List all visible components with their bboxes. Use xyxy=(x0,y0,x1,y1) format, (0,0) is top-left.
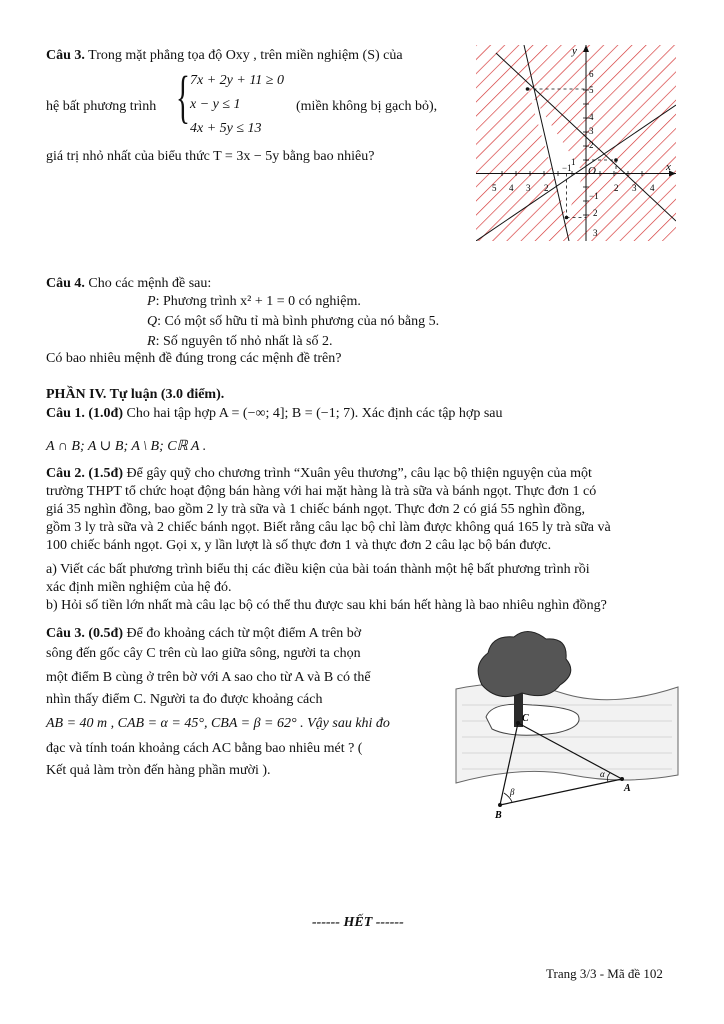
c1-text: Cho hai tập hợp A = (−∞; 4]; B = (−1; 7). Xác định các tập hợp sau xyxy=(126,406,503,421)
q4-p xyxy=(147,293,361,310)
q3-ineq2: x − y ≤ 1 xyxy=(190,97,241,112)
c3-line1 xyxy=(46,625,361,642)
c3-line5: AB = 40 m , CAB = α = 45°, CBA = β = 62° . Vậy sau khi đo xyxy=(46,716,390,731)
x-tick: 2 xyxy=(614,183,619,193)
end-mark: ------ HẾT ------ xyxy=(312,915,404,930)
x-tick: 4 xyxy=(650,183,655,193)
q3-ineq1: 7x + 2y + 11 ≥ 0 xyxy=(190,73,284,88)
tree xyxy=(478,631,571,696)
q4-label: Câu 4. xyxy=(46,276,85,291)
c3-text: Để đo khoảng cách từ một điểm A trên bờ xyxy=(126,626,362,641)
c3-line7: Kết quả làm tròn đến hàng phần mười ). xyxy=(46,763,271,778)
angle-beta-label: β xyxy=(510,787,515,797)
c1-label: Câu 1. (1.0đ) xyxy=(46,406,124,421)
y-tick: −1 xyxy=(589,191,599,201)
c2-a2: xác định miền nghiệm của hệ đó. xyxy=(46,580,232,595)
q3-system-label: hệ bất phương trình xyxy=(46,99,157,114)
q4-intro: Cho các mệnh đề sau: xyxy=(88,276,212,291)
angle-alpha-label: α xyxy=(600,769,605,779)
c2-line3: giá 35 nghìn đồng, bao gồm 2 ly trà sữa và 1 chiếc bánh ngọt. Thực đơn 2 có giá 55 nghìn đồng, xyxy=(46,502,586,517)
x-tick: −1 xyxy=(562,163,572,173)
c2-a1: a) Viết các bất phương trình biểu thị các điều kiện của bài toán thành một hệ bất phương trình rồi xyxy=(46,562,590,577)
axis-label-y: y xyxy=(572,45,577,57)
c3-label: Câu 3. (0.5đ) xyxy=(46,626,124,641)
x-tick: 3 xyxy=(632,183,637,193)
y-tick: 6 xyxy=(589,69,594,79)
c2-b: b) Hỏi số tiền lớn nhất mà câu lạc bộ có thể thu được sau khi bán hết hàng là bao nhiêu nghìn đồng? xyxy=(46,598,607,613)
c2-label: Câu 2. (1.5đ) xyxy=(46,466,124,481)
point-c-label: C xyxy=(522,713,529,724)
q4-question: Có bao nhiêu mệnh đề đúng trong các mệnh đề trên? xyxy=(46,351,342,366)
c1-line xyxy=(46,405,503,422)
c3-line3: một điểm B cùng ở trên bờ với A sao cho từ A và B có thể xyxy=(46,670,371,685)
c3-figure xyxy=(452,625,682,825)
q4-r-label: R xyxy=(147,334,156,349)
point-a-label: A xyxy=(624,783,631,794)
c2-line1 xyxy=(46,465,592,482)
q4-intro-line xyxy=(46,275,211,292)
c3-line2: sông đến gốc cây C trên cù lao giữa sông, người ta chọn xyxy=(46,646,361,661)
q3-intro-line xyxy=(46,47,403,64)
q3-intro: Trong mặt phẳng tọa độ Oxy , trên miền nghiệm (S) của xyxy=(88,48,403,63)
origin-label: O xyxy=(588,165,596,177)
q3-ineq3: 4x + 5y ≤ 13 xyxy=(190,121,262,136)
c2-text: Để gây quỹ cho chương trình “Xuân yêu thương”, câu lạc bộ thiện nguyện của một xyxy=(126,466,592,481)
part4-heading: PHẦN IV. Tự luận (3.0 điểm). xyxy=(46,387,225,402)
y-tick: 2 xyxy=(589,140,594,150)
q4-q xyxy=(147,313,439,330)
q4-p-label: P xyxy=(147,294,156,309)
river xyxy=(456,684,678,783)
y-tick: 2 xyxy=(593,208,598,218)
q3-question: giá trị nhỏ nhất của biểu thức T = 3x − 5y bằng bao nhiêu? xyxy=(46,149,375,164)
x-tick: 4 xyxy=(509,183,514,193)
y-tick: 1 xyxy=(571,157,576,167)
page-footer: Trang 3/3 - Mã đề 102 xyxy=(546,966,663,981)
q4-q-text: : Có một số hữu tỉ mà bình phương của nó bằng 5. xyxy=(157,314,440,329)
q4-p-text: : Phương trình x² + 1 = 0 có nghiệm. xyxy=(155,294,361,309)
y-tick: 3 xyxy=(589,126,594,136)
c3-line4: nhìn thấy điểm C. Người ta đo được khoảng cách xyxy=(46,692,323,707)
q3-note: (miền không bị gạch bỏ), xyxy=(296,99,438,114)
point-b-label: B xyxy=(495,810,502,821)
c3-line6: đạc và tính toán khoảng cách AC bằng bao nhiêu mét ? ( xyxy=(46,741,363,756)
y-tick: 3 xyxy=(593,228,598,238)
q3-brace: { xyxy=(176,64,190,129)
hatched-area xyxy=(476,45,676,241)
c2-line2: trường THPT tổ chức hoạt động bán hàng với hai mặt hàng là trà sữa và bánh ngọt. Thực đơn 1 có xyxy=(46,484,597,499)
q3-label: Câu 3. xyxy=(46,48,85,63)
q4-q-label: Q xyxy=(147,314,158,329)
q3-graph xyxy=(476,45,676,241)
x-tick: 2 xyxy=(544,183,549,193)
q4-r xyxy=(147,333,333,350)
axis-label-x: x xyxy=(666,161,671,173)
c1-sets: A ∩ B; A ∪ B; A \ B; Cℝ A . xyxy=(46,439,207,454)
x-tick: 5 xyxy=(492,183,497,193)
q4-r-text: : Số nguyên tố nhỏ nhất là số 2. xyxy=(155,334,333,349)
y-tick: 5 xyxy=(589,85,594,95)
y-tick: 4 xyxy=(589,112,594,122)
x-tick: 3 xyxy=(526,183,531,193)
c2-line5: 100 chiếc bánh ngọt. Gọi x, y lần lượt là số thực đơn 1 và thực đơn 2 câu lạc bộ bán được. xyxy=(46,538,552,553)
c2-line4: gồm 3 ly trà sữa và 2 chiếc bánh ngọt. Biết rằng câu lạc bộ chỉ làm được không quá 165 ly trà sữa và xyxy=(46,520,611,535)
